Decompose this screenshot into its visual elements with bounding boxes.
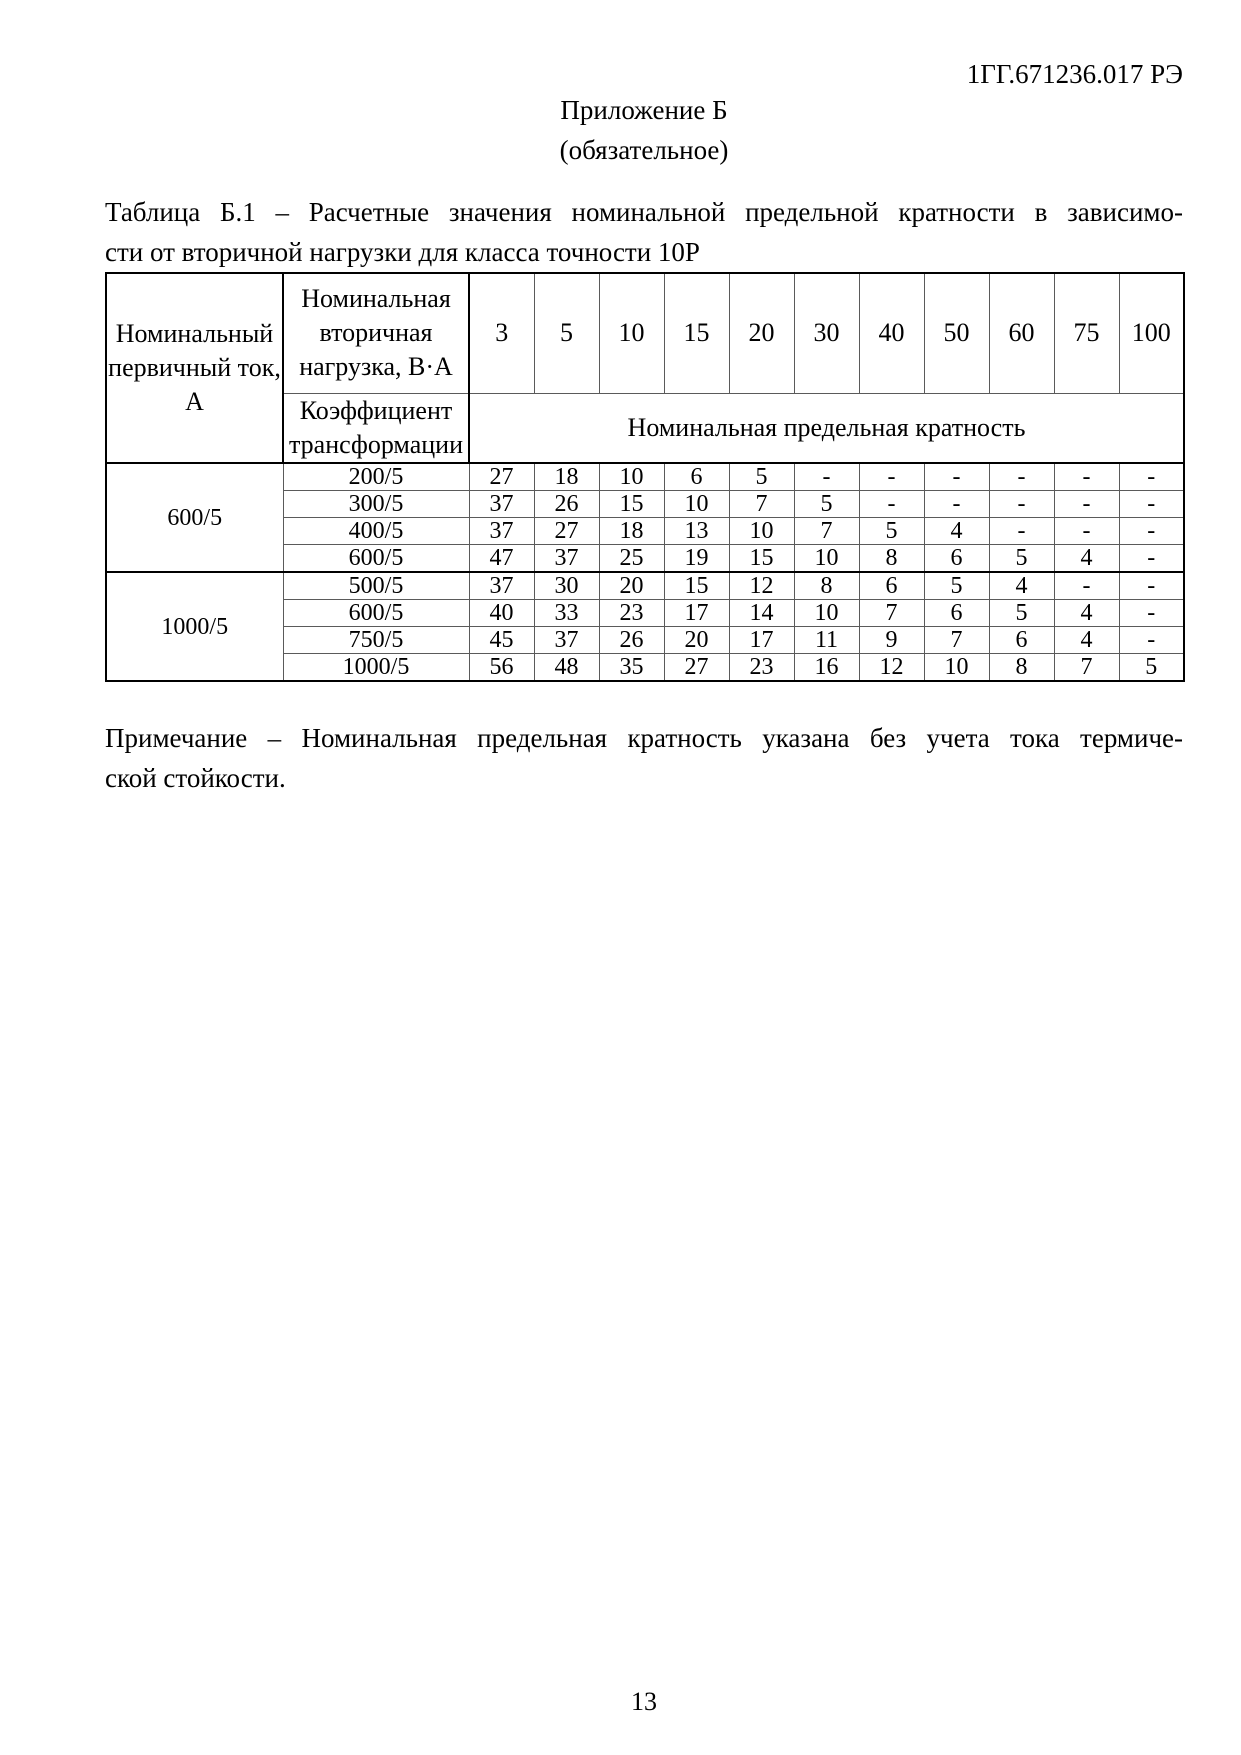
limit-factor-cell: 5 xyxy=(989,545,1054,573)
limit-factor-cell: 37 xyxy=(469,518,534,545)
limit-factor-cell: 11 xyxy=(794,627,859,654)
limit-factor-cell: 8 xyxy=(794,572,859,600)
limit-factor-cell: - xyxy=(989,518,1054,545)
limit-factor-cell: - xyxy=(989,491,1054,518)
limit-factor-cell: 7 xyxy=(1054,654,1119,682)
limit-factor-cell: 16 xyxy=(794,654,859,682)
data-table xyxy=(105,272,1185,682)
header-limit-factor-span: Номинальная предельная кратность xyxy=(469,393,1184,463)
limit-factor-cell: 6 xyxy=(859,572,924,600)
limit-factor-cell: 18 xyxy=(599,518,664,545)
header-load-value: 15 xyxy=(664,273,729,393)
note-line-1: Примечание – Номинальная предельная кратность указана без учета тока термиче- xyxy=(105,723,1183,754)
limit-factor-cell: 37 xyxy=(469,491,534,518)
limit-factor-cell: 27 xyxy=(664,654,729,682)
header-transformation-ratio: Коэффициент трансформации xyxy=(283,393,469,463)
header-load-value: 5 xyxy=(534,273,599,393)
limit-factor-cell: - xyxy=(1119,463,1184,491)
limit-factor-cell: 10 xyxy=(599,463,664,491)
limit-factor-cell: - xyxy=(794,463,859,491)
limit-factor-cell: 25 xyxy=(599,545,664,573)
table-caption-line-1: Таблица Б.1 – Расчетные значения номинальной предельной кратности в зависимо- xyxy=(105,197,1183,227)
limit-factor-cell: 6 xyxy=(664,463,729,491)
header-primary-current: Номинальный первичный ток, А xyxy=(106,273,283,463)
limit-factor-cell: 19 xyxy=(664,545,729,573)
limit-factor-cell: 6 xyxy=(924,545,989,573)
header-load-value: 3 xyxy=(469,273,534,393)
limit-factor-cell: 14 xyxy=(729,600,794,627)
limit-factor-cell: 5 xyxy=(924,572,989,600)
transformation-ratio-cell: 300/5 xyxy=(283,491,469,518)
header-load-value: 30 xyxy=(794,273,859,393)
header-row-loads xyxy=(106,273,1184,393)
page-number: 13 xyxy=(631,1687,657,1716)
limit-factor-cell: 5 xyxy=(729,463,794,491)
limit-factor-cell: 13 xyxy=(664,518,729,545)
header-load-value: 60 xyxy=(989,273,1054,393)
limit-factor-cell: - xyxy=(1119,627,1184,654)
note-line-2: ской стойкости. xyxy=(105,763,286,794)
transformation-ratio-cell: 600/5 xyxy=(283,600,469,627)
table-note xyxy=(105,718,1183,798)
limit-factor-cell: 17 xyxy=(664,600,729,627)
limit-factor-cell: 17 xyxy=(729,627,794,654)
limit-factor-cell: 4 xyxy=(924,518,989,545)
limit-factor-cell: 27 xyxy=(469,463,534,491)
limit-factor-cell: - xyxy=(924,491,989,518)
limit-factor-cell: 20 xyxy=(664,627,729,654)
limit-factor-cell: 23 xyxy=(729,654,794,682)
transformation-ratio-cell: 1000/5 xyxy=(283,654,469,682)
limit-factor-cell: 8 xyxy=(989,654,1054,682)
limit-factor-cell: - xyxy=(1054,518,1119,545)
limit-factor-cell: - xyxy=(1119,600,1184,627)
limit-factor-cell: - xyxy=(1054,572,1119,600)
limit-factor-cell: - xyxy=(859,491,924,518)
limit-factor-cell: 15 xyxy=(729,545,794,573)
limit-factor-cell: 10 xyxy=(729,518,794,545)
limit-factor-cell: 26 xyxy=(534,491,599,518)
limit-factor-cell: 20 xyxy=(599,572,664,600)
limit-factor-cell: 47 xyxy=(469,545,534,573)
doc-number: 1ГГ.671236.017 РЭ xyxy=(966,59,1183,89)
limit-factor-cell: 6 xyxy=(989,627,1054,654)
table-row xyxy=(106,572,1184,600)
limit-factor-cell: 8 xyxy=(859,545,924,573)
limit-factor-cell: 15 xyxy=(664,572,729,600)
limit-factor-cell: 30 xyxy=(534,572,599,600)
limit-factor-cell: 4 xyxy=(989,572,1054,600)
transformation-ratio-cell: 500/5 xyxy=(283,572,469,600)
appendix-title: Приложение Б xyxy=(560,95,728,125)
limit-factor-cell: 37 xyxy=(469,572,534,600)
limit-factor-cell: 10 xyxy=(924,654,989,682)
limit-factor-cell: 5 xyxy=(989,600,1054,627)
limit-factor-cell: 7 xyxy=(924,627,989,654)
limit-factor-cell: - xyxy=(1119,572,1184,600)
limit-factor-cell: 7 xyxy=(729,491,794,518)
limit-factor-cell: 10 xyxy=(794,600,859,627)
transformation-ratio-cell: 600/5 xyxy=(283,545,469,573)
header-load-value: 10 xyxy=(599,273,664,393)
header-load-value: 75 xyxy=(1054,273,1119,393)
header-load-value: 40 xyxy=(859,273,924,393)
primary-current-cell: 600/5 xyxy=(106,463,283,572)
limit-factor-cell: 35 xyxy=(599,654,664,682)
limit-factor-cell: 10 xyxy=(664,491,729,518)
header-load-value: 100 xyxy=(1119,273,1184,393)
table-caption xyxy=(105,192,1183,272)
limit-factor-cell: 18 xyxy=(534,463,599,491)
limit-factor-cell: 5 xyxy=(1119,654,1184,682)
limit-factor-cell: 48 xyxy=(534,654,599,682)
limit-factor-cell: - xyxy=(1119,545,1184,573)
limit-factor-cell: 27 xyxy=(534,518,599,545)
limit-factor-cell: 40 xyxy=(469,600,534,627)
limit-factor-cell: 15 xyxy=(599,491,664,518)
header-load-value: 20 xyxy=(729,273,794,393)
limit-factor-cell: - xyxy=(989,463,1054,491)
header-load-value: 50 xyxy=(924,273,989,393)
primary-current-cell: 1000/5 xyxy=(106,572,283,681)
appendix-subtitle: (обязательное) xyxy=(559,135,729,165)
limit-factor-cell: - xyxy=(924,463,989,491)
limit-factor-cell: 26 xyxy=(599,627,664,654)
table-header xyxy=(106,273,1184,463)
table-caption-line-2: сти от вторичной нагрузки для класса точности 10Р xyxy=(105,237,700,267)
limit-factor-cell: 9 xyxy=(859,627,924,654)
transformation-ratio-cell: 400/5 xyxy=(283,518,469,545)
limit-factor-cell: 37 xyxy=(534,545,599,573)
header-secondary-load: Номинальная вторичная нагрузка, В·А xyxy=(283,273,469,393)
limit-factor-cell: 5 xyxy=(794,491,859,518)
limit-factor-cell: 37 xyxy=(534,627,599,654)
limit-factor-cell: 56 xyxy=(469,654,534,682)
limit-factor-cell: 12 xyxy=(729,572,794,600)
limit-factor-cell: - xyxy=(1119,491,1184,518)
limit-factor-cell: 7 xyxy=(859,600,924,627)
limit-factor-cell: 10 xyxy=(794,545,859,573)
limit-factor-cell: - xyxy=(1119,518,1184,545)
transformation-ratio-cell: 750/5 xyxy=(283,627,469,654)
table-row xyxy=(106,463,1184,491)
limit-factor-cell: 45 xyxy=(469,627,534,654)
transformation-ratio-cell: 200/5 xyxy=(283,463,469,491)
limit-factor-cell: 5 xyxy=(859,518,924,545)
limit-factor-cell: 4 xyxy=(1054,600,1119,627)
limit-factor-cell: 23 xyxy=(599,600,664,627)
limit-factor-cell: - xyxy=(859,463,924,491)
table-body xyxy=(106,463,1184,681)
limit-factor-cell: 7 xyxy=(794,518,859,545)
limit-factor-cell: 12 xyxy=(859,654,924,682)
limit-factor-cell: - xyxy=(1054,491,1119,518)
limit-factor-cell: 4 xyxy=(1054,545,1119,573)
limit-factor-cell: - xyxy=(1054,463,1119,491)
limit-factor-cell: 33 xyxy=(534,600,599,627)
limit-factor-cell: 4 xyxy=(1054,627,1119,654)
limit-factor-cell: 6 xyxy=(924,600,989,627)
